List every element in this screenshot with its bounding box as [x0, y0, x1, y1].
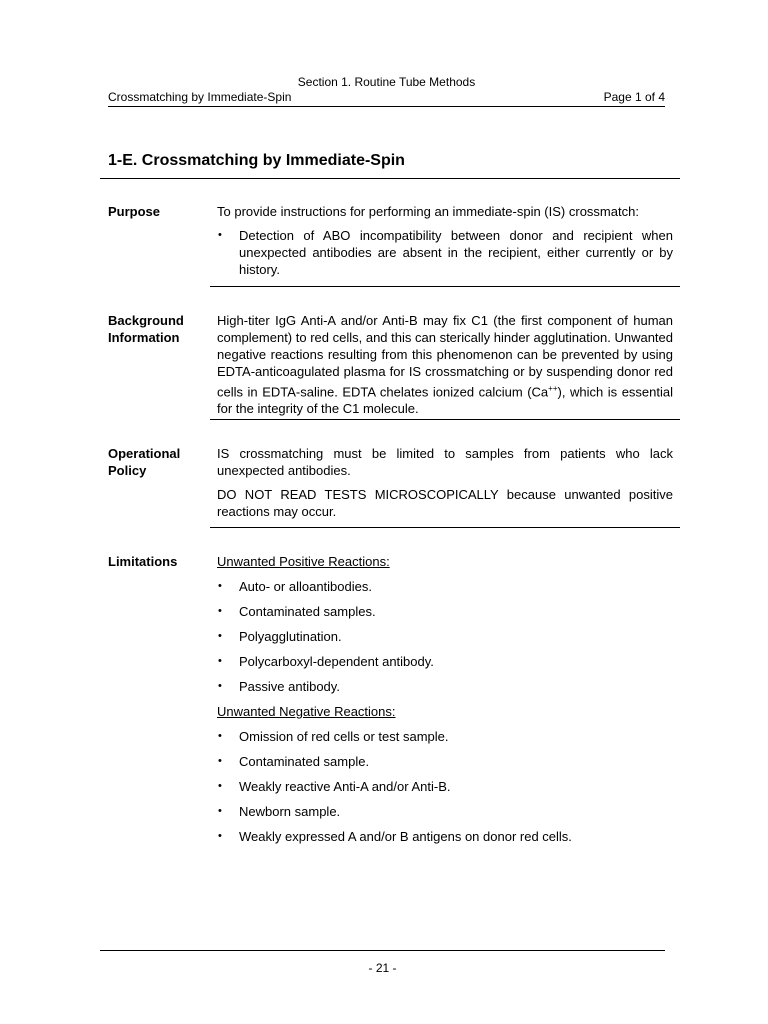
policy-label-line1: Operational: [108, 446, 181, 461]
list-item-text: Passive antibody.: [239, 679, 340, 694]
bullet-glyph: •: [218, 655, 222, 667]
background-paragraph: [217, 312, 673, 417]
policy-label: [108, 445, 208, 479]
list-item: [217, 803, 673, 820]
bullet-glyph: •: [218, 605, 222, 617]
policy-paragraph-1: IS crossmatching must be limited to samples from patients who lack unexpected antibodies.: [217, 446, 673, 478]
calcium-superscript: ++: [548, 384, 558, 393]
list-item-text: Auto- or alloantibodies.: [239, 579, 372, 594]
background-text-before: High-titer IgG Anti-A and/or Anti-B may fix C1 (the first component of human complement) to red cells, and this can sterically hinder agglutination. Unwanted negative reactions resulting from this phenomenon can be prevented by using EDTA-anticoagulated plasma for IS crossmatching or by suspending donor red cells in EDTA-saline. EDTA chelates ionized calcium (Ca: [217, 313, 673, 400]
positive-reactions-list: [217, 578, 673, 695]
bullet-glyph: •: [218, 780, 222, 792]
bullet-glyph: •: [218, 630, 222, 642]
purpose-divider: [210, 286, 680, 287]
list-item: [217, 828, 673, 845]
purpose-bullet-text: Detection of ABO incompatibility between donor and recipient when unexpected antibodies are absent in the recipient, either currently or by history.: [239, 228, 673, 277]
list-item-text: Omission of red cells or test sample.: [239, 729, 449, 744]
header-row: [108, 90, 665, 107]
background-label: [108, 312, 208, 346]
header-procedure-name: Crossmatching by Immediate-Spin: [108, 90, 292, 104]
background-text-after: ), which is essential for the integrity of the C1 molecule.: [217, 384, 673, 417]
footer-divider: [100, 950, 665, 951]
page-header: [108, 75, 665, 107]
bullet-glyph: •: [218, 805, 222, 817]
purpose-bullet-list: [217, 227, 673, 278]
policy-label-line2: Policy: [108, 463, 147, 478]
policy-section: [108, 445, 680, 535]
list-item: [217, 603, 673, 620]
purpose-label: Purpose: [108, 204, 161, 219]
list-item-text: Newborn sample.: [239, 804, 341, 819]
list-item: [217, 653, 673, 670]
negative-reactions-heading: Unwanted Negative Reactions:: [217, 704, 396, 719]
list-item: [217, 628, 673, 645]
limitations-section: [108, 553, 680, 853]
background-divider: [210, 419, 680, 420]
footer-page-number: - 21 -: [368, 961, 397, 975]
bullet-glyph: •: [218, 229, 222, 241]
header-page-indicator: Page 1 of 4: [603, 90, 665, 104]
bullet-glyph: •: [218, 680, 222, 692]
list-item-text: Polycarboxyl-dependent antibody.: [239, 654, 434, 669]
policy-paragraph-2: DO NOT READ TESTS MICROSCOPICALLY because unwanted positive reactions may occur.: [217, 487, 673, 519]
purpose-intro: To provide instructions for performing an immediate-spin (IS) crossmatch:: [217, 204, 639, 219]
policy-divider: [210, 527, 680, 528]
negative-reactions-list: [217, 728, 673, 845]
document-title: 1-E. Crossmatching by Immediate-Spin: [108, 152, 405, 169]
bullet-glyph: •: [218, 755, 222, 767]
list-item-text: Weakly reactive Anti-A and/or Anti-B.: [239, 779, 451, 794]
background-body: [217, 312, 673, 424]
purpose-bullet-item: [217, 227, 673, 278]
bullet-glyph: •: [218, 580, 222, 592]
purpose-section: [108, 203, 680, 293]
purpose-body: [217, 203, 673, 278]
title-divider: [100, 178, 680, 179]
background-label-line1: Background: [108, 313, 184, 328]
positive-reactions-heading: Unwanted Positive Reactions:: [217, 554, 390, 569]
bullet-glyph: •: [218, 830, 222, 842]
header-section-title: Section 1. Routine Tube Methods: [297, 75, 476, 89]
list-item: [217, 678, 673, 695]
background-label-line2: Information: [108, 330, 180, 345]
background-section: [108, 312, 680, 422]
list-item-text: Contaminated samples.: [239, 604, 376, 619]
list-item-text: Weakly expressed A and/or B antigens on donor red cells.: [239, 829, 572, 844]
list-item: [217, 728, 673, 745]
list-item-text: Contaminated sample.: [239, 754, 370, 769]
policy-body: [217, 445, 673, 527]
list-item: [217, 578, 673, 595]
list-item-text: Polyagglutination.: [239, 629, 342, 644]
bullet-glyph: •: [218, 730, 222, 742]
list-item: [217, 753, 673, 770]
limitations-label: Limitations: [108, 554, 178, 569]
limitations-body: [217, 553, 673, 853]
list-item: [217, 778, 673, 795]
